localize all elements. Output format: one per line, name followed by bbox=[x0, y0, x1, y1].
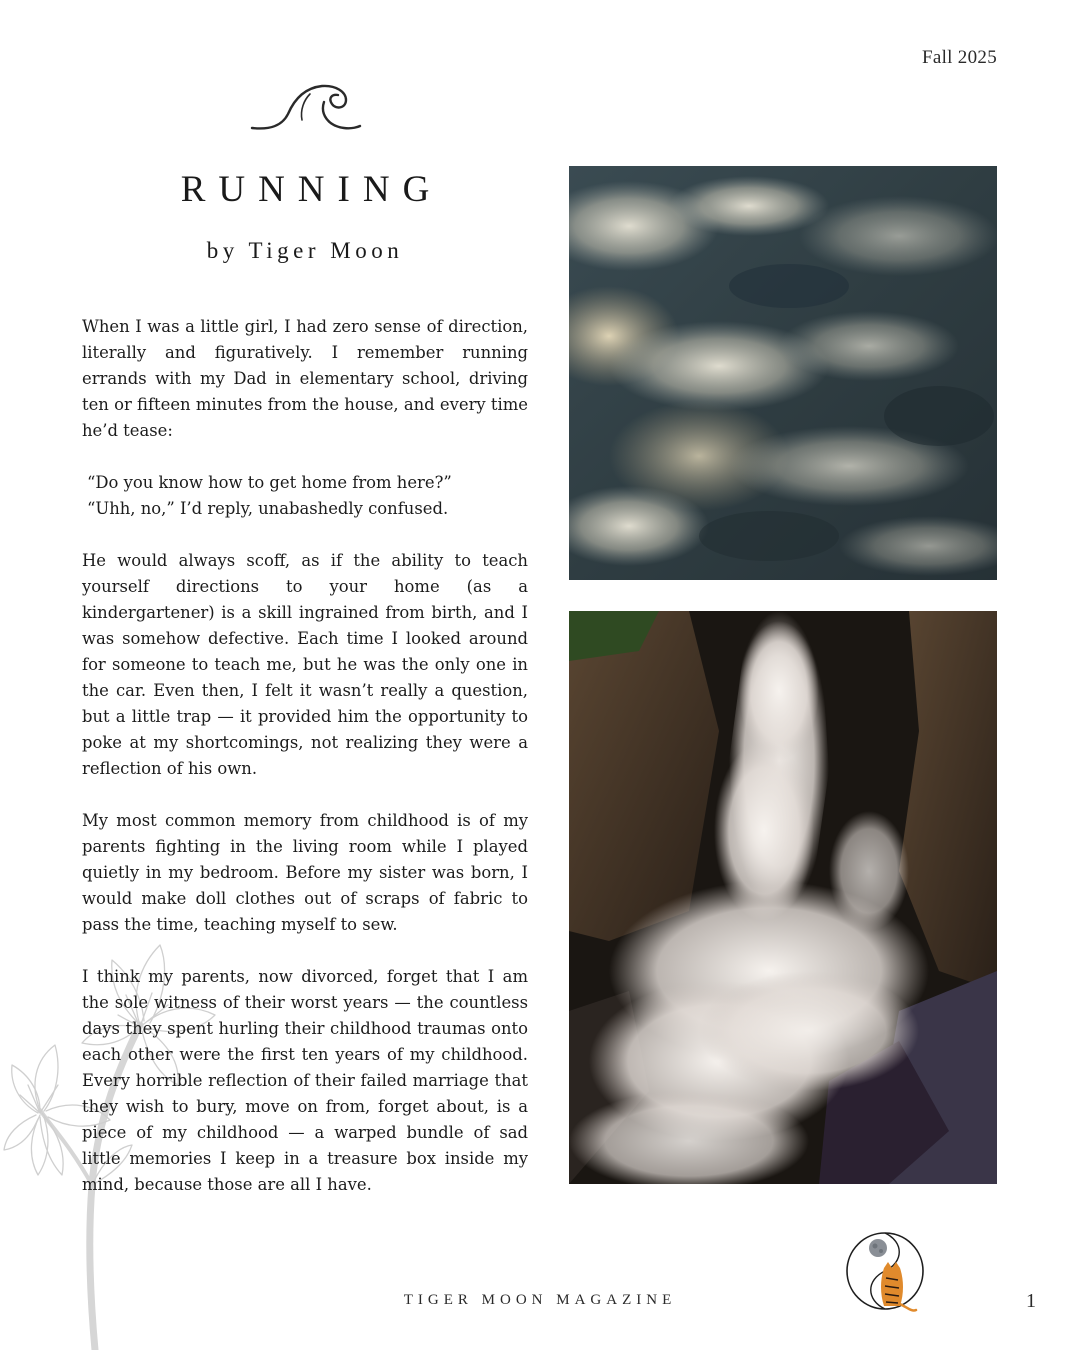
dialog-block bbox=[82, 470, 528, 522]
tiger-moon-logo bbox=[842, 1228, 928, 1318]
paragraph: I think my parents, now divorced, forget that I am the sole witness of their worst years — the countless days they spent hurling their childhood traumas onto each other were the first ten years of my childhood. Every horrible reflection of their failed marriage that they wish to bury, move on from, forget about, is a piece of my childhood — a warped bundle of sad little memories I keep in a treasure box inside my mind, because those are all I have. bbox=[82, 967, 528, 1194]
page-number: 1 bbox=[1026, 1290, 1036, 1312]
paragraph: He would always scoff, as if the ability to teach yourself directions to your home (as a kindergartener) is a skill ingrained from birth, and I was somehow defective. Each time I looked around for someone to teach me, but he was the only one in the car. Even then, I felt it wasn’t really a question, but a little trap — it provided him the opportunity to poke at my shortcomings, not realizing they were a reflection of his own. bbox=[82, 551, 528, 778]
waterfall-photo bbox=[569, 611, 997, 1184]
magazine-name: TIGER MOON MAGAZINE bbox=[403, 1292, 677, 1308]
article-byline: by Tiger Moon bbox=[206, 238, 404, 263]
wave-icon bbox=[248, 80, 364, 136]
article-title: RUNNING bbox=[180, 169, 443, 210]
article-body bbox=[82, 314, 528, 1224]
dialog-line: “Do you know how to get home from here?” bbox=[87, 473, 452, 492]
dialog-line: “Uhh, no,” I’d reply, unabashedly confused. bbox=[87, 499, 449, 518]
paragraph: My most common memory from childhood is of my parents fighting in the living room while I played quietly in my bedroom. Before my sister was born, I would make doll clothes out of scraps of fabric to pass the time, teaching myself to sew. bbox=[82, 811, 528, 934]
issue-label: Fall 2025 bbox=[921, 47, 997, 68]
paragraph: When I was a little girl, I had zero sense of direction, literally and figuratively. I remember running errands with my Dad in elementary school, driving ten or fifteen minutes from the house, and every time he’d tease: bbox=[82, 317, 528, 440]
churning-water-photo bbox=[569, 166, 997, 580]
